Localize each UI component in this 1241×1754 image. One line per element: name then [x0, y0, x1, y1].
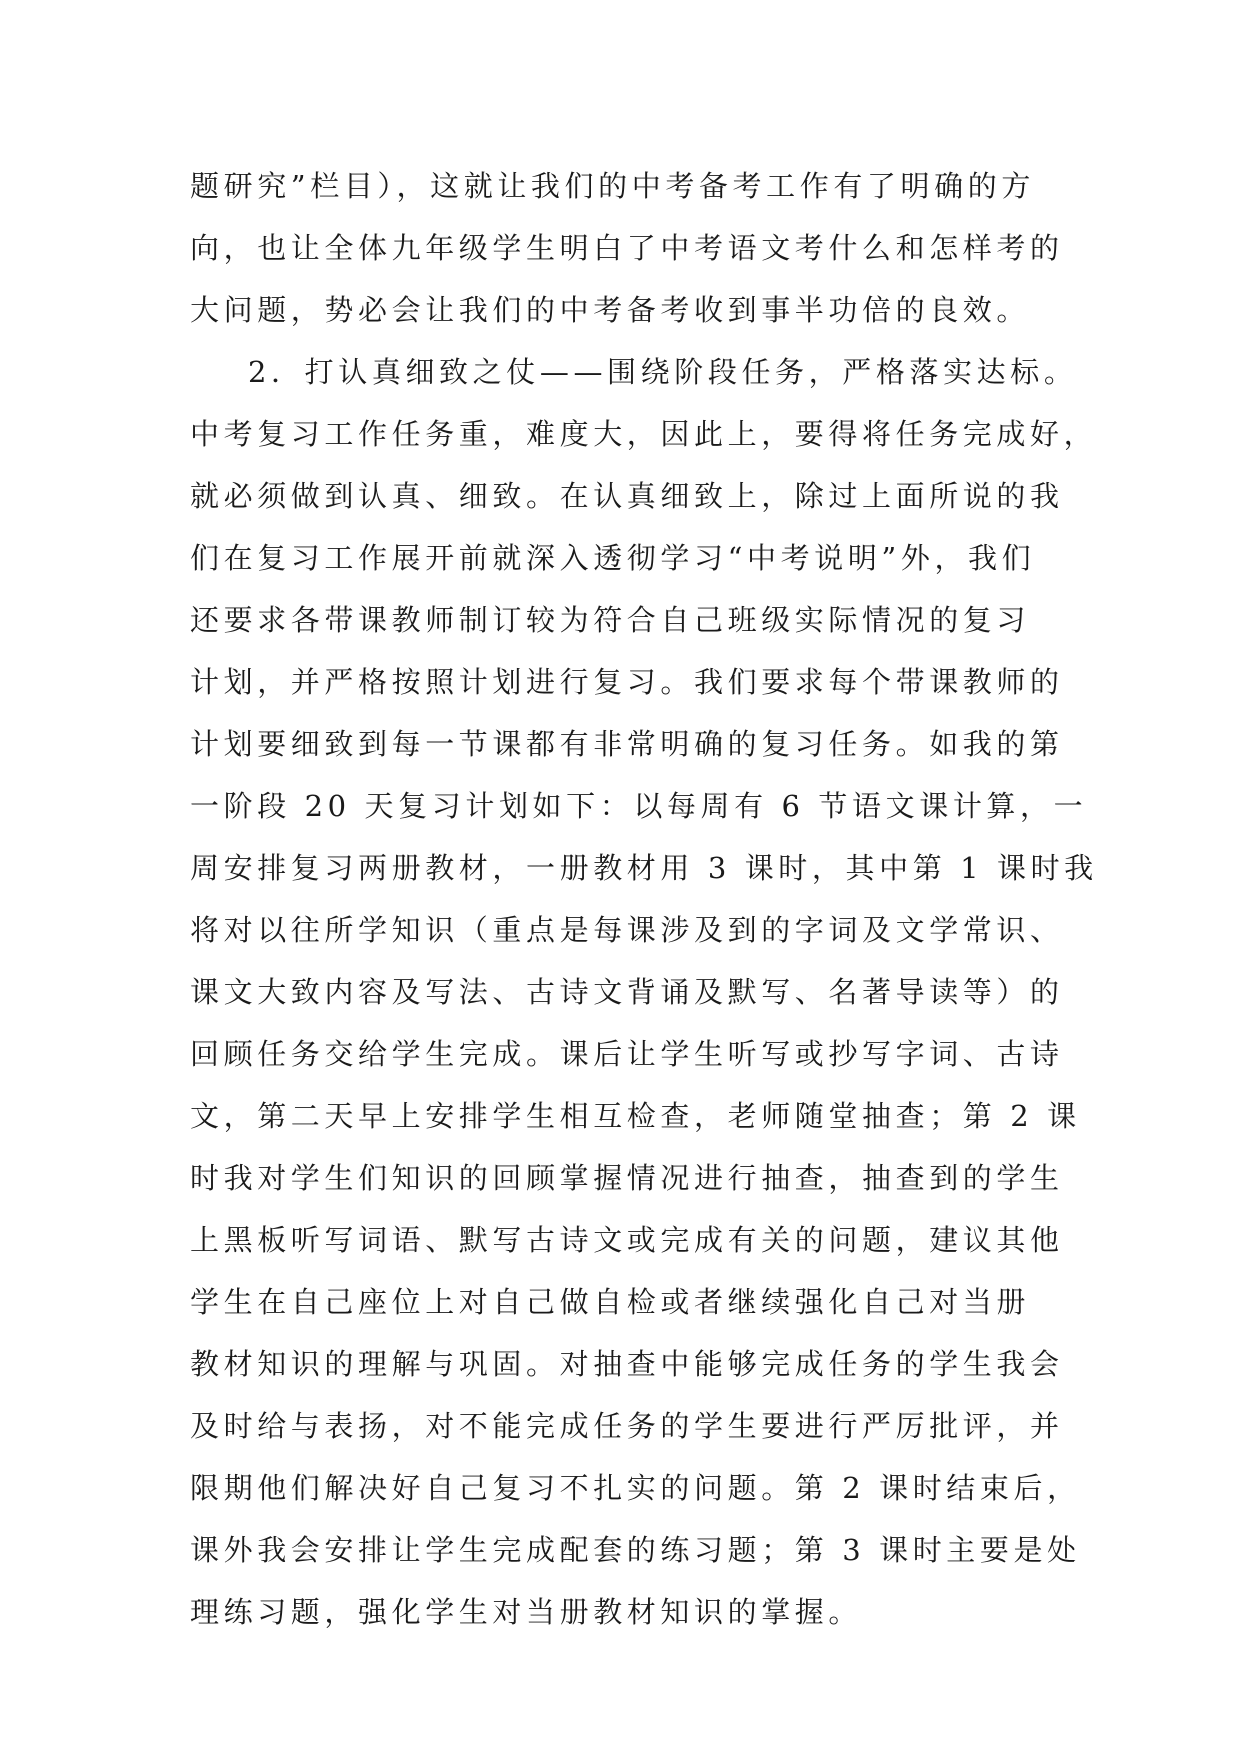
paragraph-heading-line: 2．打认真细致之仗——围绕阶段任务，严格落实达标。	[248, 355, 1078, 389]
text-line: 一阶段 20 天复习计划如下：以每周有 6 节语文课计算，一	[190, 789, 1088, 823]
text-line: 向，也让全体九年级学生明白了中考语文考什么和怎样考的	[190, 231, 1064, 265]
text-line: 将对以往所学知识（重点是每课涉及到的字词及文学常识、	[190, 913, 1064, 947]
text-line: 时我对学生们知识的回顾掌握情况进行抽查，抽查到的学生	[190, 1161, 1064, 1195]
text-line: 及时给与表扬，对不能完成任务的学生要进行严厉批评，并	[190, 1409, 1064, 1443]
text-line: 大问题，势必会让我们的中考备考收到事半功倍的良效。	[190, 293, 1031, 327]
text-line: 计划，并严格按照计划进行复习。我们要求每个带课教师的	[190, 665, 1064, 699]
text-line: 中考复习工作任务重，难度大，因此上，要得将任务完成好，	[190, 417, 1098, 451]
text-line: 周安排复习两册教材，一册教材用 3 课时，其中第 1 课时我	[190, 851, 1098, 885]
text-line: 课文大致内容及写法、古诗文背诵及默写、名著导读等）的	[190, 975, 1064, 1009]
text-line: 还要求各带课教师制订较为符合自己班级实际情况的复习	[190, 603, 1031, 637]
text-line: 就必须做到认真、细致。在认真细致上，除过上面所说的我	[190, 479, 1064, 513]
text-line: 学生在自己座位上对自己做自检或者继续强化自己对当册	[190, 1285, 1031, 1319]
text-line: 课外我会安排让学生完成配套的练习题；第 3 课时主要是处	[190, 1533, 1081, 1567]
body-text	[190, 155, 1098, 1643]
text-line: 文，第二天早上安排学生相互检查，老师随堂抽查；第 2 课	[190, 1099, 1081, 1133]
text-line: 理练习题，强化学生对当册教材知识的掌握。	[190, 1595, 863, 1629]
text-line: 教材知识的理解与巩固。对抽查中能够完成任务的学生我会	[190, 1347, 1064, 1381]
text-line: 们在复习工作展开前就深入透彻学习“中考说明”外，我们	[190, 541, 1036, 575]
text-line: 计划要细致到每一节课都有非常明确的复习任务。如我的第	[190, 727, 1064, 761]
text-line: 题研究”栏目），这就让我们的中考备考工作有了明确的方	[190, 169, 1035, 203]
text-line: 回顾任务交给学生完成。课后让学生听写或抄写字词、古诗	[190, 1037, 1064, 1071]
text-line: 上黑板听写词语、默写古诗文或完成有关的问题，建议其他	[190, 1223, 1064, 1257]
text-line: 限期他们解决好自己复习不扎实的问题。第 2 课时结束后，	[190, 1471, 1081, 1505]
